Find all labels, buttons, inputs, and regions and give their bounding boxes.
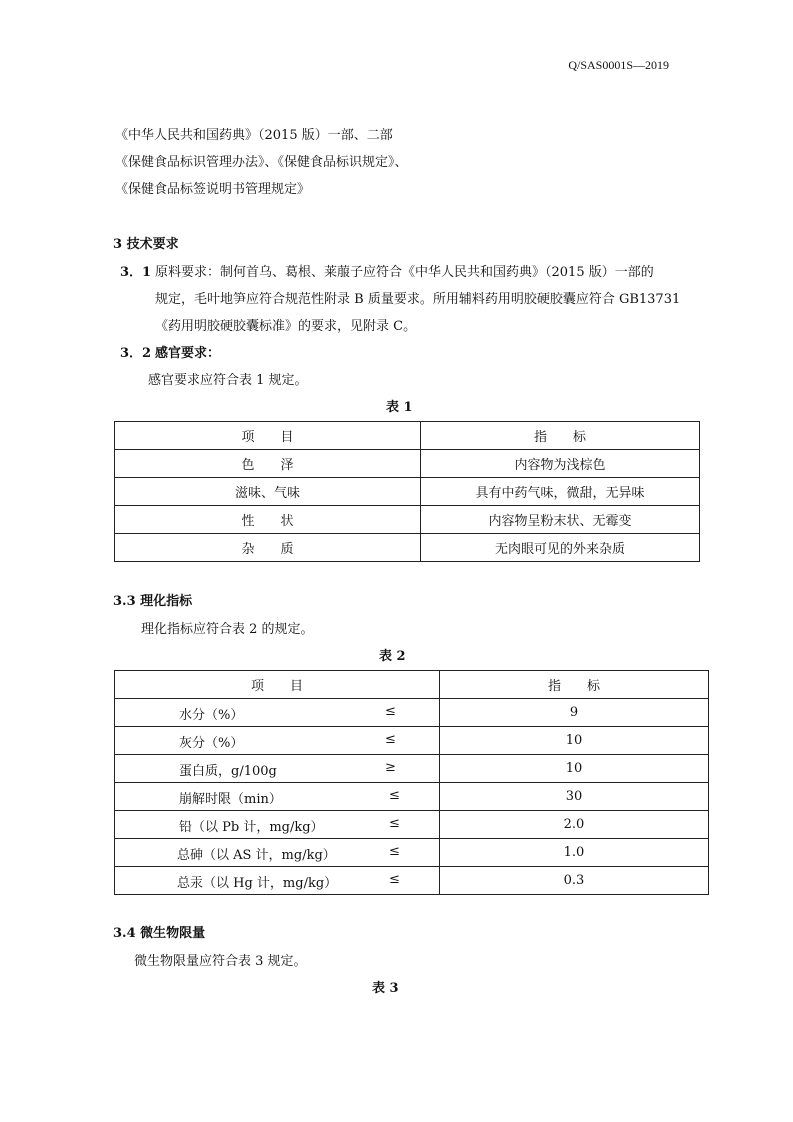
table-row [115,839,709,867]
paragraph-line: 感官要求应符合表 1 规定。 [148,373,308,388]
paragraph-line: 微生物限量应符合表 3 规定。 [134,954,307,969]
comparison-operator: ≤ [385,732,396,747]
section-number: 3．1 [120,265,152,280]
table-caption: 表 2 [379,649,406,664]
table-cell: 具有中药气味，微甜，无异味 [421,478,700,506]
table-cell: 内容物为浅棕色 [421,450,700,478]
item-name: 总砷（以 AS 计，mg/kg） [177,848,336,863]
table-cell: 色 泽 [115,450,421,478]
table-row [115,534,700,562]
subsection-title: 感官要求： [155,346,221,361]
table-cell: 10 [440,755,709,783]
subsection-title: 3.3 理化指标 [113,594,193,609]
table-cell: 10 [440,727,709,755]
header-cell: 指 标 [440,671,709,699]
table-cell: 滋味、气味 [115,478,421,506]
comparison-operator: ≤ [389,844,400,859]
table-cell: 内容物呈粉末状、无霉变 [421,506,700,534]
table-cell: 1.0 [440,839,709,867]
comparison-operator: ≤ [389,788,400,803]
reference-line: 《中华人民共和国药典》（2015 版）一部、二部 [115,128,393,143]
item-name: 灰分（%） [179,736,244,751]
table-row [115,783,709,811]
table-cell [115,783,440,811]
comparison-operator: ≤ [389,872,400,887]
table-row [115,506,700,534]
table-cell [115,755,440,783]
item-name: 水分（%） [179,708,244,723]
item-name: 崩解时限（min） [179,792,282,807]
table-caption: 表 3 [372,981,399,996]
reference-line: 《保健食品标识管理办法》、《保健食品标识规定》、 [115,155,408,170]
document-code: Q/SAS0001S—2019 [568,58,669,72]
section-number: 3．2 [120,346,152,361]
table-cell: 0.3 [440,867,709,895]
table-header-row [115,671,709,699]
comparison-operator: ≥ [385,760,396,775]
table-row [115,727,709,755]
physicochemical-table [114,670,709,895]
item-name: 蛋白质，g/100g [179,764,277,779]
section-title: 3 技术要求 [113,237,179,252]
reference-line: 《保健食品标签说明书管理规定》 [115,182,311,197]
table-cell [115,839,440,867]
sensory-table [114,421,700,562]
header-cell: 指 标 [421,422,700,450]
paragraph-line: 《药用明胶硬胶囊标准》的要求，见附录 C。 [155,319,417,334]
table-cell: 2.0 [440,811,709,839]
table-cell: 杂 质 [115,534,421,562]
table-cell: 30 [440,783,709,811]
table-cell [115,811,440,839]
comparison-operator: ≤ [389,816,400,831]
subsection-title: 3.4 微生物限量 [113,926,206,941]
item-name: 总汞（以 Hg 计，mg/kg） [177,876,338,891]
table-cell: 性 状 [115,506,421,534]
table-cell [115,699,440,727]
table-cell [115,727,440,755]
paragraph-line: 原料要求：制何首乌、葛根、莱菔子应符合《中华人民共和国药典》（2015 版）一部的 [155,265,654,280]
paragraph-line: 规定，毛叶地笋应符合规范性附录 B 质量要求。所用辅料药用明胶硬胶囊应符合 GB13731 [155,292,681,307]
paragraph-line: 理化指标应符合表 2 的规定。 [141,622,314,637]
table-header-row [115,422,700,450]
header-cell: 项 目 [115,422,421,450]
table-row [115,867,709,895]
table-row [115,478,700,506]
table-cell: 9 [440,699,709,727]
item-name: 铅（以 Pb 计，mg/kg） [179,820,324,835]
table-row [115,755,709,783]
table-cell [115,867,440,895]
table-row [115,811,709,839]
table-cell: 无肉眼可见的外来杂质 [421,534,700,562]
comparison-operator: ≤ [385,704,396,719]
table-row [115,450,700,478]
table-row [115,699,709,727]
table-caption: 表 1 [386,400,413,415]
header-cell: 项 目 [115,671,440,699]
